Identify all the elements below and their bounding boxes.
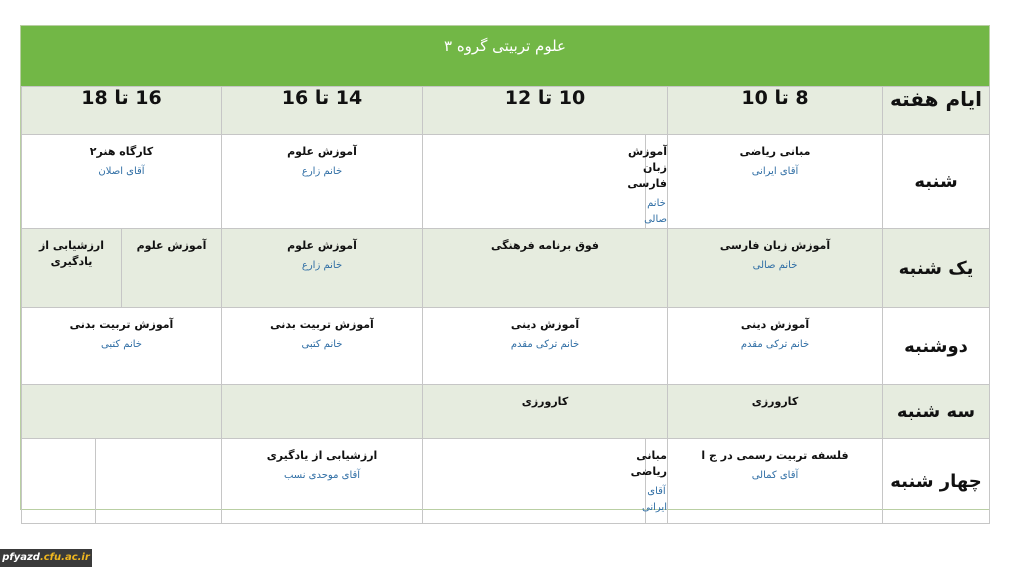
- schedule-cell: [423, 229, 668, 308]
- slot-header: 10 تا 12: [423, 87, 668, 135]
- teacher-text: خانم صالی: [644, 198, 667, 225]
- subject-text: آموزش علوم: [287, 239, 357, 252]
- subject-text: آموزش دینی: [510, 318, 580, 331]
- split-cell: [22, 229, 222, 308]
- schedule-cell: [222, 135, 423, 229]
- schedule-cell: [668, 229, 883, 308]
- site-domain: .cfu.ac.ir: [39, 552, 90, 563]
- empty-cell: [423, 439, 646, 524]
- schedule-cell: [423, 385, 668, 439]
- empty-cell: [423, 135, 646, 229]
- schedule-cell: [668, 439, 883, 524]
- schedule-cell: [423, 308, 668, 385]
- schedule-cell: [222, 308, 423, 385]
- subject-text: آموزش تربیت بدنی: [69, 318, 174, 331]
- table-row: [22, 135, 990, 229]
- teacher-text: آقای کمالی: [751, 470, 799, 481]
- schedule-cell: [627, 135, 668, 229]
- teacher-text: خانم ترکی مقدم: [510, 339, 580, 350]
- schedule-cell: [222, 439, 423, 524]
- subject-text: فلسفه تربیت رسمی در ج ا: [701, 449, 849, 462]
- day-label: یک شنبه: [883, 229, 990, 308]
- schedule-frame: [20, 25, 990, 513]
- schedule-cell: [668, 308, 883, 385]
- subject-text: کارگاه هنر۲: [89, 145, 154, 158]
- teacher-text: خانم صالی: [752, 260, 798, 271]
- schedule-cell: [22, 135, 222, 229]
- table-row: [22, 229, 990, 308]
- subject-text: آموزش زبان فارسی: [627, 145, 667, 190]
- subject-text: مبانی ریاضی: [739, 145, 811, 158]
- header-row: [22, 87, 990, 135]
- schedule-cell: [630, 439, 668, 524]
- subject-text: ارزشیابی از یادگیری: [266, 449, 378, 462]
- teacher-text: آقای ایرانی: [751, 166, 799, 177]
- subject-text: آموزش زبان فارسی: [719, 239, 831, 252]
- day-label: شنبه: [883, 135, 990, 229]
- subject-text: آموزش تربیت بدنی: [270, 318, 374, 331]
- schedule-cell: [668, 135, 883, 229]
- table-row: [22, 385, 990, 439]
- split-part-left: [22, 229, 122, 307]
- table-row: [22, 308, 990, 385]
- empty-cell: [222, 385, 423, 439]
- subject-text: مبانی ریاضی: [630, 449, 667, 478]
- split-part-right: [96, 439, 221, 523]
- site-watermark: [0, 549, 92, 567]
- split-cell: [22, 439, 222, 524]
- schedule-cell: [22, 308, 222, 385]
- teacher-text: آقای ایرانی: [642, 486, 667, 513]
- subject-text: کارورزی: [751, 395, 799, 408]
- schedule-table: [21, 86, 990, 524]
- subject-text: کارورزی: [521, 395, 569, 408]
- schedule-cell: [668, 385, 883, 439]
- teacher-text: آقای اصلان: [98, 166, 145, 177]
- day-label: دوشنبه: [883, 308, 990, 385]
- split-part-right: [122, 229, 221, 307]
- subject-text: آموزش علوم: [287, 145, 357, 158]
- subject-text: آموزش علوم: [136, 239, 207, 252]
- teacher-text: خانم زارع: [301, 166, 343, 177]
- schedule-cell: [222, 229, 423, 308]
- table-row: [22, 439, 990, 524]
- split-part-left: [22, 439, 96, 523]
- subject-text: ارزشیابی از یادگیری: [38, 239, 105, 268]
- schedule-title: علوم تربیتی گروه ۳: [21, 26, 989, 86]
- slot-header: 16 تا 18: [22, 87, 222, 135]
- slot-header: 8 تا 10: [668, 87, 883, 135]
- teacher-text: خانم کتبی: [301, 339, 343, 350]
- day-label: چهار شنبه: [883, 439, 990, 524]
- subject-text: آموزش دینی: [740, 318, 810, 331]
- slot-header: 14 تا 16: [222, 87, 423, 135]
- days-header: ایام هفته: [883, 87, 990, 135]
- teacher-text: خانم کتبی: [101, 339, 142, 350]
- day-label: سه شنبه: [883, 385, 990, 439]
- subject-text: فوق برنامه فرهنگی: [491, 239, 599, 252]
- teacher-text: خانم زارع: [301, 260, 343, 271]
- teacher-text: آقای موحدی نسب: [283, 470, 361, 481]
- teacher-text: خانم ترکی مقدم: [740, 339, 810, 350]
- empty-cell: [22, 385, 222, 439]
- site-name: pfyazd: [2, 552, 40, 563]
